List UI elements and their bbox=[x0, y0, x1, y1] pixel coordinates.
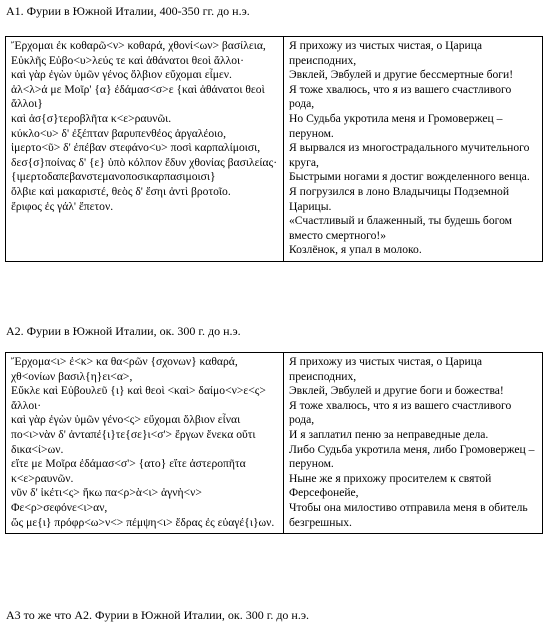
russian-line: Эвклей, Эвбулей и другие бессмертные боги! bbox=[289, 68, 514, 82]
greek-line: εἴτε με Μοῖρα ἐδάμασ<σ'> {ατο} εἴτε ἀστεροπῆτα κ<ε>ραυνῶν. bbox=[11, 457, 246, 485]
greek-line: κύκλο<υ> δ' ἐξέπταν βαρυπενθέος ἀργαλέοιο, bbox=[11, 126, 226, 140]
greek-line: ὄλβιε καὶ μακαριστέ, θεὸς δ' ἔσηι ἀντὶ βροτοῖο. bbox=[11, 184, 231, 198]
greek-line: ὥς με{ι} πρόφρ<ω>ν<> πέμψη<ι> ἕδρας ἐς εὐαγέ{ι}ων. bbox=[11, 515, 275, 529]
greek-text-cell bbox=[6, 353, 284, 534]
russian-line: «Счастливый и блаженный, ты будешь богом вместо смертного!» bbox=[289, 214, 512, 242]
russian-line: Я погрузился в лоно Владычицы Подземной Царицы. bbox=[289, 184, 510, 213]
russian-translation-cell bbox=[284, 37, 543, 262]
russian-translation-cell bbox=[284, 353, 543, 534]
russian-line: Козлёнок, я упал в молоко. bbox=[289, 243, 422, 257]
greek-line: νῦν δ' ἱκέτι<ς> ἥκω πα<ρ>ὰ<ι> ἁγνὴ<ν> Φε<ρ>σεφόνε<ι>αν, bbox=[11, 486, 202, 514]
section-a2-table bbox=[5, 352, 543, 534]
russian-line: Ныне же я прихожу просителем к святой Ферсефонейе, bbox=[289, 471, 492, 500]
section-a3-heading: А3 то же что А2. Фурии в Южной Италии, ок. 300 г. до н.э. bbox=[6, 608, 309, 622]
greek-text-cell bbox=[6, 37, 284, 262]
section-a1-table bbox=[5, 36, 543, 262]
greek-line: καὶ γὰρ ἐγὼν ὑμῶν γένο<ς> εὔχομαι ὄλβιον εἶναι bbox=[11, 413, 241, 427]
greek-line: Εὐκλῆς Εὐβο<υ>λεύς τε καὶ ἀθάνατοι θεοὶ ἄλλοι· bbox=[11, 53, 244, 67]
russian-line: Но Судьба укротила меня и Громовержец – перуном. bbox=[289, 111, 503, 140]
section-a1-heading: A1. Фурии в Южной Италии, 400-350 гг. до н.э. bbox=[6, 4, 250, 18]
greek-line: δεσ{σ}ποίνας δ' {ε} ὑπὸ κόλπον ἔδυν χθονίας βασιλείας· bbox=[11, 155, 278, 169]
greek-line: ἔριφος ἐς γάλ' ἔπετον. bbox=[11, 199, 114, 213]
greek-line: ἱμερτο<ῦ> δ' ἐπέβαν στεφάνο<υ> ποσὶ καρπαλίμοισι, bbox=[11, 141, 261, 155]
russian-line: Чтобы она милостиво отправила меня в обитель безгрешных. bbox=[289, 500, 528, 529]
russian-line: Либо Судьба укротила меня, либо Громовержец – перуном. bbox=[289, 442, 535, 471]
greek-line: καὶ ἀσ{σ}τεροβλῆτα κ<ε>ραυνῶι. bbox=[11, 111, 172, 125]
russian-line: Я прихожу из чистых чистая, о Царица преисподних, bbox=[289, 355, 483, 383]
greek-line: Εὔκλε καὶ Εὐβουλεῦ {ι} καὶ θεοὶ <καὶ> δαίμο<ν>ε<ς> ἄλλοι· bbox=[11, 384, 266, 412]
russian-line: Я тоже хвалюсь, что я из вашего счастливого рода, bbox=[289, 82, 512, 111]
greek-line: Ἔρχομα<ι> ἐ<κ> κα θα<ρῶν {σχονων} καθαρά, χθ<ονίων βασιλ{η}ει<α>, bbox=[11, 355, 238, 383]
table-row bbox=[6, 37, 543, 262]
greek-line: {ιμερτοδαπεβανστεμανοποσικαρπασιμοισι} bbox=[11, 170, 216, 184]
greek-line: Ἔρχομαι ἐκ κοθαρῶ<ν> κοθαρά, χθονί<ων> βασίλεια, bbox=[11, 39, 266, 52]
table-row bbox=[6, 353, 543, 534]
greek-line: ἀλ<λ>ά με Μοῖρ' {α} ἐδάμασ<σ>ε {καὶ ἀθάνατοι θεοὶ ἄλλοι} bbox=[11, 82, 265, 111]
greek-line: πο<ι>νὰν δ' ἀνταπέ{ι}τε{σε}ι<σ'> ἔργων ἕνεκα οὔτι δικα<ί>ων. bbox=[11, 427, 256, 456]
russian-line: Быстрыми ногами я достиг вожделенного венца. bbox=[289, 170, 530, 184]
russian-line: Я тоже хвалюсь, что я из вашего счастливого рода, bbox=[289, 398, 512, 427]
russian-line: Я прихожу из чистых чистая, о Царица преисподних, bbox=[289, 39, 483, 67]
russian-line: И я заплатил пеню за неправедные дела. bbox=[289, 427, 489, 441]
greek-line: καὶ γὰρ ἐγὼν ὑμῶν γένος ὄλβιον εὔχομαι εἶμεν. bbox=[11, 68, 232, 82]
section-a2-heading: A2. Фурии в Южной Италии, ок. 300 г. до н.э. bbox=[6, 324, 241, 338]
russian-line: Эвклей, Эвбулей и другие боги и божества! bbox=[289, 384, 504, 398]
russian-line: Я вырвался из многострадального мучительного круга, bbox=[289, 141, 530, 169]
